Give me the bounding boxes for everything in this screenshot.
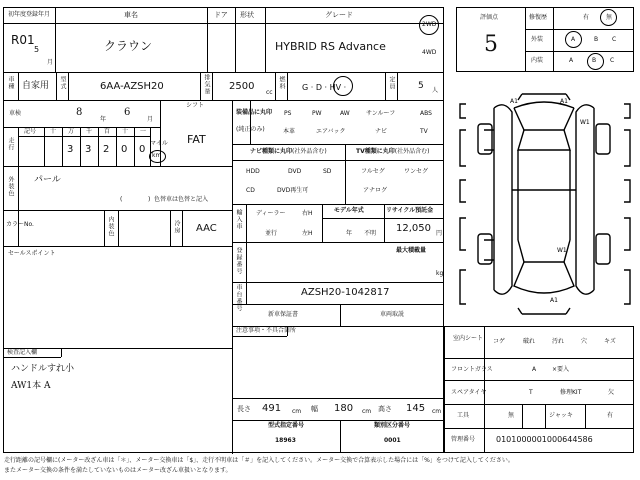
seat-label: 室内シート xyxy=(453,335,484,342)
footer-note-1: 走行距離の記号欄に(メーター改ざん車は「＊」、メーター交換車は「$」、走行不明車は「＃」を記入してください。メーター交換で合算表示した場合には「%」をつけて記入してください。 xyxy=(4,457,514,464)
vehicle-manual: 車両取説 xyxy=(380,311,405,318)
paren-close: ) xyxy=(148,196,151,203)
equipment-sub: (純正のみ) xyxy=(236,126,265,133)
drive-4wd: 4WD xyxy=(422,49,437,56)
mileage-mark-label: 記号 xyxy=(24,128,37,135)
navi-label xyxy=(250,149,327,155)
cold-value: AAC xyxy=(196,223,217,234)
fuel-hv-circle xyxy=(333,76,353,96)
mileage-digit-label: 万 xyxy=(68,128,75,135)
glass-opt-b: ×要入 xyxy=(552,366,570,373)
glass-opt-a: A xyxy=(532,366,537,373)
cold-label: 冷房 xyxy=(173,220,180,234)
usage: 自家用 xyxy=(22,81,50,91)
reg-year-label: 初年度登録年月 xyxy=(8,11,51,18)
displacement-label: 排気量 xyxy=(203,74,210,95)
model: 6AA-AZSH20 xyxy=(100,81,164,92)
model-label: 型式 xyxy=(59,76,66,90)
seat-option: 穴 xyxy=(581,338,588,345)
type-designation-label: 型式指定番号 xyxy=(268,422,305,429)
usage-label: 車種 xyxy=(7,76,14,90)
exterior-grade-option: A xyxy=(571,36,576,43)
model-year-unknown: 不明 xyxy=(364,230,377,237)
equipment-label: 装備品に丸印 xyxy=(236,109,273,116)
inspector-note-1: ハンドルすれ小 xyxy=(11,364,75,374)
navi-item: DVD xyxy=(288,168,302,175)
recycle-label: リサイクル預託金 xyxy=(386,207,434,214)
exterior-color: パール xyxy=(34,175,61,185)
model-year-unit: 年 xyxy=(346,230,353,237)
equipment-item: エアバック xyxy=(316,128,346,135)
interior-grade-option: A xyxy=(569,57,574,64)
capacity-label: 定員 xyxy=(388,76,395,90)
tools-value: 無 xyxy=(508,412,515,419)
equipment-item: PW xyxy=(312,110,322,117)
door-label: ドア xyxy=(214,11,228,19)
equipment-item: 本革 xyxy=(283,128,296,135)
mileage-digit: 0 xyxy=(139,144,146,155)
registration-label: 登録番号 xyxy=(235,247,242,275)
interior-grade-option: C xyxy=(610,57,615,64)
equipment-item: PS xyxy=(284,110,292,117)
type-designation: 18963 xyxy=(275,437,296,444)
inspector-label: 検査記入欄 xyxy=(7,349,38,356)
main-sheet-frame xyxy=(3,7,444,453)
diag-a1-bottom: A1 xyxy=(550,297,558,304)
height-cm: cm xyxy=(432,408,442,415)
mileage-digit-label: 千 xyxy=(86,128,93,135)
tv-item: ワンセグ xyxy=(404,168,429,175)
score-value: 5 xyxy=(484,32,498,57)
navi-item: SD xyxy=(323,168,332,175)
notes-label: 注意事項・不具合箇所 xyxy=(236,327,297,334)
jack-value: 有 xyxy=(607,412,614,419)
navi-label-text: ナビ種類に丸印 xyxy=(250,148,293,155)
reg-month: 5 xyxy=(34,45,40,54)
inspection-label: 車検 xyxy=(9,110,22,117)
inspector-note-2: AW1本 A xyxy=(11,381,51,391)
max-load-label: 最大積載量 xyxy=(396,247,427,254)
seat-option: キズ xyxy=(604,338,616,345)
shape-label: 形状 xyxy=(240,11,254,19)
diag-a1-mid: A1 xyxy=(560,98,568,105)
selling-point-label: セールスポイント xyxy=(8,250,56,257)
month-unit: 月 xyxy=(47,59,54,66)
navi-item: DVD再生可 xyxy=(277,187,309,194)
drive-2wd: 2WD xyxy=(422,21,437,28)
mgmt-number: 0101000001000644586 xyxy=(496,435,593,444)
mileage-digit-label: 十 xyxy=(122,128,129,135)
navi-item: CD xyxy=(246,187,255,194)
interior-grade-option: B xyxy=(592,57,597,64)
capacity: 5 xyxy=(418,81,424,91)
exterior-color-label: 外装色 xyxy=(7,176,14,197)
tv-label xyxy=(356,149,429,155)
mileage-digit: 3 xyxy=(67,144,74,155)
tv-label-text: TV種類に丸印 xyxy=(356,148,395,155)
spare-label: スペアタイヤ xyxy=(451,389,487,396)
score-label: 評価点 xyxy=(480,14,499,21)
left-hand-option: 左H xyxy=(302,230,313,237)
right-hand-option: 右H xyxy=(302,210,313,217)
interior-color-label: 内装色 xyxy=(107,216,114,237)
car-name: クラウン xyxy=(104,39,153,53)
inspection-year-unit: 年 xyxy=(100,116,107,123)
exterior-grade-option: B xyxy=(594,36,599,43)
repair-no: 無 xyxy=(606,14,613,21)
shift-label: シフト xyxy=(186,102,205,109)
navi-sub: (社外品含む) xyxy=(292,148,327,155)
parallel-option: 並行 xyxy=(265,230,278,237)
grade-label: グレード xyxy=(325,11,353,19)
mileage-digit-label: 十 xyxy=(50,128,57,135)
tv-item: アナログ xyxy=(363,187,388,194)
kg-unit: kg xyxy=(436,270,444,277)
mileage-label: 走行 xyxy=(7,137,14,151)
width-label: 幅 xyxy=(311,405,318,413)
repair-no-circle xyxy=(600,9,617,26)
tv-sub: (社外品含む) xyxy=(394,148,430,155)
inspection-year: 8 xyxy=(76,107,83,118)
height-value: 145 xyxy=(406,403,426,414)
diag-a1-top: A1 xyxy=(510,98,518,105)
color-no-label: カラーNo. xyxy=(6,221,34,228)
fuel-options-text: G · D · xyxy=(302,83,330,92)
exterior-grade-label: 外装 xyxy=(531,36,544,43)
length-cm: cm xyxy=(292,408,302,415)
unit-km: km xyxy=(152,152,162,159)
tv-item: フルセグ xyxy=(361,168,385,175)
cc-unit: cc xyxy=(266,89,273,96)
navi-item: HDD xyxy=(246,168,260,175)
grade: HYBRID RS Advance xyxy=(275,40,386,53)
chassis-label: 車台番号 xyxy=(235,284,242,312)
interior-grade-label: 内装 xyxy=(531,57,544,64)
shift-value: FAT xyxy=(187,133,206,146)
car-name-label: 車名 xyxy=(124,11,138,19)
tools-label: 工具 xyxy=(457,412,470,419)
length-value: 491 xyxy=(262,403,282,414)
width-value: 180 xyxy=(334,403,354,414)
diag-w1-right: W1 xyxy=(580,119,590,126)
reg-year: R01 xyxy=(11,33,35,47)
mileage-digit: 3 xyxy=(85,144,92,155)
exterior-grade-option: C xyxy=(612,36,617,43)
seat-option: コゲ xyxy=(493,338,506,345)
length-label: 長さ xyxy=(237,405,251,413)
yen-unit: 円 xyxy=(436,230,443,237)
mileage-digit: 2 xyxy=(103,144,110,155)
class-number-label: 類別区分番号 xyxy=(374,422,411,429)
spare-opt-kit: 修理KIT xyxy=(560,389,582,396)
equipment-item: ABS xyxy=(420,110,432,117)
width-cm: cm xyxy=(362,408,372,415)
mgmt-label: 管理番号 xyxy=(451,436,476,443)
seat-option: 破れ xyxy=(523,338,536,345)
inspection-month: 6 xyxy=(124,107,131,118)
repair-label: 修復歴 xyxy=(529,14,548,21)
fuel-rest: · xyxy=(341,83,347,92)
dealer-option: ディーラー xyxy=(256,210,286,217)
chassis-number: AZSH20-1042817 xyxy=(301,287,390,298)
import-label: 輸入車 xyxy=(235,209,242,230)
spare-opt-t: T xyxy=(529,389,533,396)
equipment-item: AW xyxy=(340,110,350,117)
unit-mile: マイル xyxy=(150,140,168,147)
spare-opt-missing: 欠 xyxy=(608,389,615,396)
height-label: 高さ xyxy=(378,405,392,413)
color-change-note: 色替車は色替と記入 xyxy=(154,196,209,203)
diag-w1-bottom: W1 xyxy=(557,247,567,254)
jack-label: ジャッキ xyxy=(549,412,573,419)
paren-open: ( xyxy=(120,196,123,203)
equipment-item: ナビ xyxy=(375,128,388,135)
footer-note-2: またメーター交換の条件を満たしていないものはメーター改ざん車扱いとなります。 xyxy=(4,467,232,474)
new-car-warranty: 新車保証書 xyxy=(268,311,299,318)
equipment-item: TV xyxy=(420,128,428,135)
person-unit: 人 xyxy=(432,87,439,94)
equipment-item: サンルーフ xyxy=(366,110,396,117)
recycle-value: 12,050 xyxy=(396,223,431,234)
fuel-selected: HV xyxy=(329,83,342,92)
mileage-digit: 0 xyxy=(121,144,128,155)
mileage-digit-label: 一 xyxy=(140,128,147,135)
fuel-label: 燃料 xyxy=(278,76,285,90)
glass-label: フロントガラス xyxy=(451,366,493,373)
inspection-month-unit: 月 xyxy=(147,116,154,123)
seat-option: 汚れ xyxy=(552,338,565,345)
car-damage-diagram xyxy=(452,90,638,322)
class-number: 0001 xyxy=(384,437,401,444)
model-year-label: モデル年式 xyxy=(334,207,364,214)
mileage-digit-label: 百 xyxy=(104,128,111,135)
displacement: 2500 xyxy=(229,81,255,92)
repair-yes: 有 xyxy=(583,14,590,21)
